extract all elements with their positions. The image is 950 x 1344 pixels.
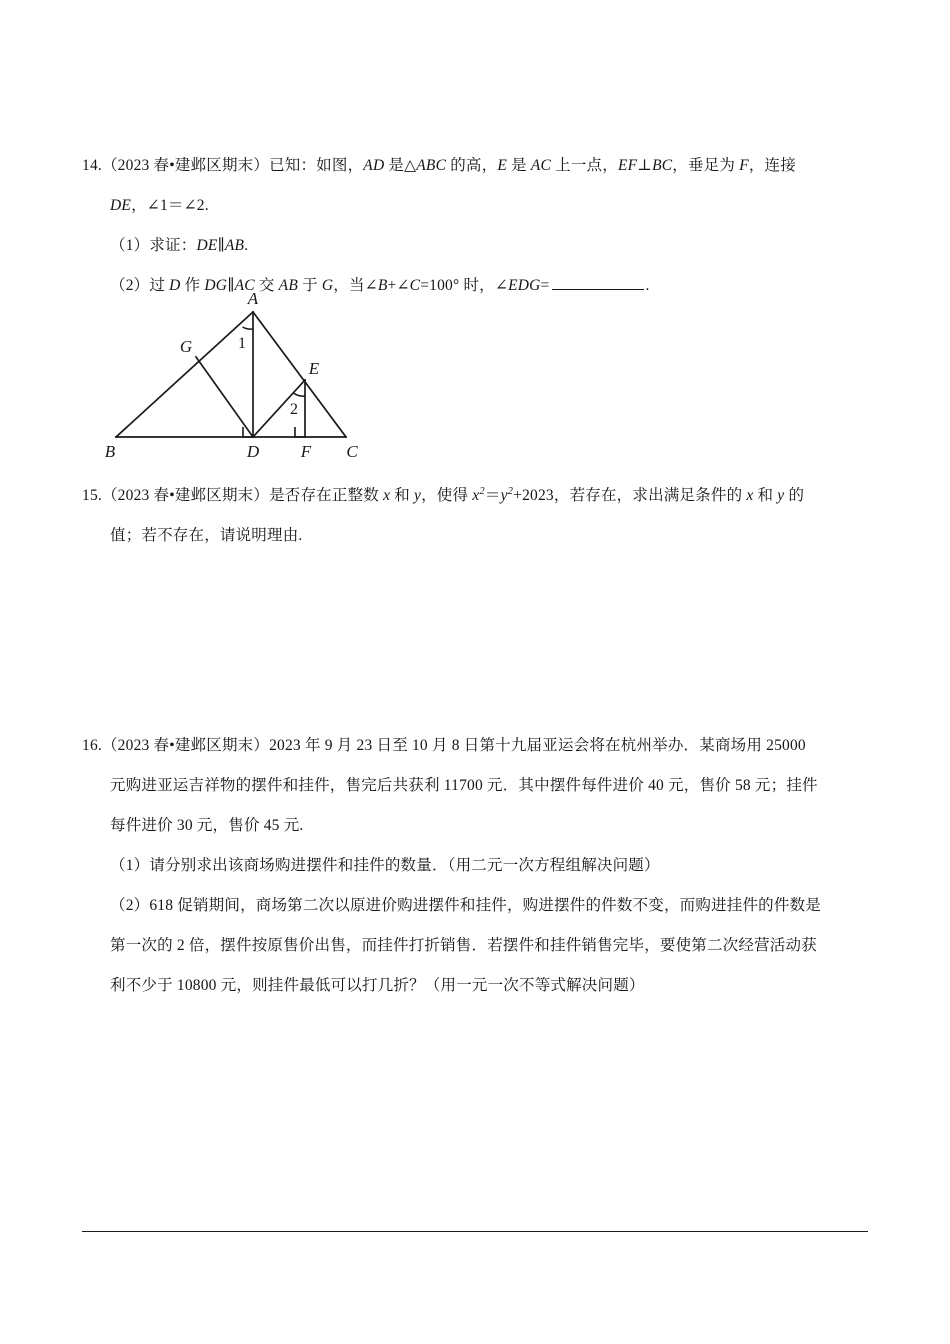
math-variable: B — [377, 277, 388, 294]
geometry-figure-svg — [90, 285, 390, 465]
text-run: 15.（2023 春•建邺区期末）是否存在正整数 — [82, 487, 384, 504]
segment-dg — [196, 357, 253, 437]
text-run: （1）请分别求出该商场购进摆件和挂件的数量．（用二元一次方程组解决问题） — [110, 857, 660, 874]
math-variable: DG — [204, 277, 228, 294]
label-C: C — [346, 442, 358, 461]
question-16-line-6 — [82, 926, 872, 966]
label-E-bottom: F — [300, 442, 312, 461]
question-16-line-3 — [82, 806, 872, 846]
q14-text-1 — [82, 157, 796, 174]
text-run: ，当∠ — [333, 277, 378, 294]
text-run: 的 — [784, 487, 805, 504]
label-G: G — [179, 337, 193, 356]
text-run: ，连接 — [748, 157, 796, 174]
text-run: +2023，若存在，求出满足条件的 — [513, 487, 747, 504]
question-14-block — [82, 146, 872, 306]
math-variable: E — [497, 157, 507, 174]
text-run: 的高， — [446, 157, 498, 174]
math-variable: ABC — [416, 157, 447, 174]
text-run: 每件进价 30 元，售价 45 元. — [110, 817, 304, 834]
question-16-block — [82, 726, 872, 1006]
text-run: 第一次的 2 倍，摆件按原售价出售，而挂件打折销售．若摆件和挂件销售完毕，要使第二次经营活动获 — [110, 937, 817, 954]
text-run: 上一点， — [551, 157, 618, 174]
question-16-part-1 — [82, 846, 872, 886]
text-run: ∥ — [227, 277, 235, 294]
text-run: 于 — [298, 277, 322, 294]
text-run: . — [244, 237, 249, 254]
math-variable: DE — [196, 237, 218, 254]
q16-text-1 — [82, 737, 806, 754]
math-variable: AD — [363, 157, 385, 174]
text-run: 和 — [753, 487, 778, 504]
question-15-line-1 — [82, 476, 872, 516]
q16-text-2 — [110, 777, 818, 794]
question-14-line-1 — [82, 146, 872, 186]
math-variable: AC — [530, 157, 552, 174]
math-variable: AB — [278, 277, 298, 294]
footer-divider — [82, 1231, 868, 1232]
geometry-figure — [90, 285, 390, 465]
angle-arc-1 — [243, 327, 254, 329]
label-angle-1: 1 — [238, 335, 246, 352]
text-run: 是 — [506, 157, 531, 174]
text-run: 值；若不存在，请说明理由. — [110, 527, 303, 544]
text-run: ＝ — [484, 487, 501, 504]
text-run: 作 — [180, 277, 205, 294]
q15-text-2 — [110, 527, 302, 544]
text-run: ，垂足为 — [672, 157, 740, 174]
text-run: +∠ — [387, 277, 410, 294]
angle-arc-2 — [294, 393, 306, 396]
question-16-part-2 — [82, 886, 872, 926]
text-run: ，∠1＝∠2. — [131, 197, 209, 214]
math-variable-power: $y^2$ — [500, 485, 514, 504]
text-run: 交 — [254, 277, 279, 294]
text-run: = — [540, 277, 550, 294]
math-variable: x — [383, 487, 391, 504]
math-variable-power: $x^2$ — [472, 485, 485, 504]
math-variable: EDG — [508, 277, 541, 294]
q16-text-6 — [110, 937, 817, 954]
segment-ba — [116, 312, 253, 437]
question-16-line-2 — [82, 766, 872, 806]
q16-text-3 — [110, 817, 303, 834]
text-run: =100° 时，∠ — [420, 277, 509, 294]
text-run: ，使得 — [421, 487, 473, 504]
q15-text-1 — [82, 487, 804, 504]
label-A: A — [247, 289, 259, 308]
text-run: ∥ — [217, 237, 225, 254]
answer-blank[interactable] — [552, 277, 644, 290]
math-variable: y — [777, 487, 785, 504]
text-run: 利不少于 10800 元，则挂件最低可以打几折？（用一元一次不等式解决问题） — [110, 977, 645, 994]
text-run: 16.（2023 春•建邺区期末）2023 年 9 月 23 日至 10 月 8 日第十九届亚运会将在杭州举办．某商场用 25000 — [82, 737, 806, 754]
segment-ac — [253, 312, 346, 437]
label-angle-2: 2 — [290, 401, 298, 418]
label-D: D — [246, 442, 260, 461]
label-B: B — [104, 442, 116, 461]
math-variable: F — [739, 157, 749, 174]
question-16-line-1 — [82, 726, 872, 766]
q14-text-2 — [110, 197, 209, 214]
math-variable: D — [169, 277, 181, 294]
text-run: （2）过 — [110, 277, 170, 294]
question-14-line-2 — [82, 186, 872, 226]
right-angle-mark-f — [295, 427, 305, 437]
math-variable: DE — [110, 197, 132, 214]
text-run: 元购进亚运吉祥物的摆件和挂件，售完后共获利 11700 元．其中摆件每件进价 40 元，售价 58 元；挂件 — [110, 777, 818, 794]
q14-text-3 — [110, 237, 248, 254]
math-variable: AC — [234, 277, 255, 294]
math-variable: EF — [617, 157, 638, 174]
text-run: ⊥ — [637, 157, 653, 174]
text-run: 是△ — [384, 157, 417, 174]
text-run: （1）求证： — [110, 237, 197, 254]
math-variable: y — [414, 487, 422, 504]
exponent: 2 — [479, 485, 485, 497]
math-variable: G — [321, 277, 334, 294]
text-run: . — [645, 277, 650, 294]
q16-text-7 — [110, 977, 645, 994]
question-15-line-2 — [82, 516, 872, 556]
math-variable: x — [746, 487, 754, 504]
label-E: E — [308, 359, 320, 378]
math-variable: C — [409, 277, 421, 294]
text-run: 14.（2023 春•建邺区期末）已知：如图， — [82, 157, 364, 174]
math-variable: BC — [652, 157, 673, 174]
text-run: 和 — [390, 487, 415, 504]
question-14-part-1 — [82, 226, 872, 266]
question-16-line-7 — [82, 966, 872, 1006]
q16-text-5 — [110, 897, 821, 914]
q16-text-4 — [110, 857, 660, 874]
exponent: 2 — [507, 485, 514, 497]
math-variable: AB — [224, 237, 245, 254]
text-run: （2）618 促销期间，商场第二次以原进价购进摆件和挂件，购进摆件的件数不变，而购进挂件的件数是 — [110, 897, 821, 914]
question-15-block — [82, 476, 872, 556]
